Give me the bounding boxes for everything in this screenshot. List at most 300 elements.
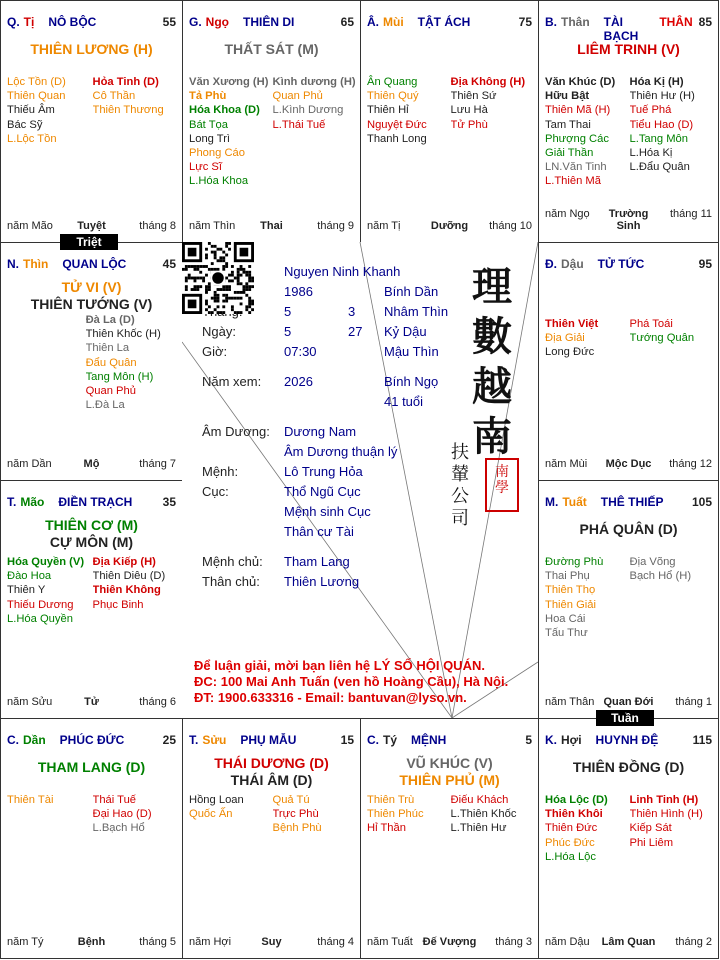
palace-footer xyxy=(545,458,712,470)
year-label: năm Mùi xyxy=(545,458,588,470)
star-item: Hồng Loan xyxy=(189,794,244,806)
star-item: Thiếu Dương xyxy=(7,598,74,611)
life-phase: Đế Vượng xyxy=(422,936,477,948)
star-item: Tử Phù xyxy=(450,118,488,131)
star-item: Phục Binh xyxy=(92,598,144,611)
year-label: năm Tị xyxy=(367,220,401,232)
star-item: L.Kình Dương xyxy=(272,104,344,117)
year-label: năm Tý xyxy=(7,936,44,948)
minor-stars xyxy=(545,75,714,189)
main-stars xyxy=(183,755,360,789)
info-value-lunar: 27 xyxy=(348,324,363,339)
palace-header xyxy=(545,257,712,271)
star-item: Cô Thần xyxy=(92,90,136,103)
star-column-right xyxy=(630,793,715,864)
birth-info-panel xyxy=(182,242,538,718)
star-column-left xyxy=(189,75,273,189)
star-item: Tang Môn (H) xyxy=(85,370,154,383)
main-star: THÁI DƯƠNG (D) xyxy=(214,755,329,771)
star-item: Thanh Long xyxy=(367,132,427,145)
star-item: Long Đức xyxy=(545,346,595,359)
palace-stem: Q. xyxy=(7,15,20,29)
palace-branch: Tý xyxy=(383,733,398,747)
palace-branch: Dần xyxy=(23,733,46,747)
star-item: L.Lộc Tồn xyxy=(7,132,57,145)
palace-ty[interactable] xyxy=(360,718,539,959)
star-item: Thiên Y xyxy=(7,584,46,597)
palace-name: PHÚC ĐỨC xyxy=(59,733,125,747)
star-item: L.Bạch Hổ xyxy=(92,822,145,835)
star-column-left xyxy=(545,555,630,640)
star-item: Văn Khúc (D) xyxy=(545,76,616,88)
month-label: tháng 12 xyxy=(669,458,713,470)
star-column-left xyxy=(367,793,451,836)
star-item: Thiên Thương xyxy=(92,104,164,117)
minor-stars xyxy=(189,75,356,189)
star-column-left xyxy=(545,793,630,864)
palace-footer xyxy=(545,936,712,948)
info-canchi: 41 tuổi xyxy=(384,394,424,409)
palace-header xyxy=(7,15,176,29)
calligraphy-char: 南 xyxy=(472,413,512,460)
info-value-lunar: 3 xyxy=(348,304,356,319)
star-item: Phúc Đức xyxy=(545,836,595,849)
palace-branch: Tuất xyxy=(562,495,587,509)
star-item: Thiên Tài xyxy=(7,794,54,806)
star-item: Thiên La xyxy=(85,342,130,355)
star-column-right xyxy=(93,793,179,836)
star-item: Đà La (D) xyxy=(85,314,135,326)
star-item: Thiên Đức xyxy=(545,822,598,835)
palace-name: TÀI BẠCH xyxy=(603,15,639,43)
contact-line: ĐT: 1900.633316 - Email: bantuvan@lyso.vn. xyxy=(194,690,467,705)
palace-age: 105 xyxy=(691,495,712,509)
star-column-right xyxy=(273,75,357,189)
star-column-right xyxy=(451,75,535,146)
calligraphy-char: 理 xyxy=(472,263,512,310)
contact-line: ĐC: 100 Mai Anh Tuấn (ven hồ Hoàng Cầu), Hà Nội. xyxy=(194,674,509,689)
star-item: Quan Phủ xyxy=(85,385,136,398)
info-value: Nguyen Ninh Khanh xyxy=(284,264,401,279)
palace-footer xyxy=(7,458,176,470)
star-item: Thai Phụ xyxy=(545,570,590,583)
star-item: Thiên Trù xyxy=(367,794,415,806)
star-column-left xyxy=(545,75,630,189)
star-item: Hóa Kị (H) xyxy=(629,76,684,88)
palace-name: NÔ BỘC xyxy=(48,15,97,29)
star-item: Thiên Khốc (H) xyxy=(85,328,161,341)
star-item: Quốc Ấn xyxy=(189,808,233,821)
minor-stars xyxy=(7,313,178,412)
month-label: tháng 4 xyxy=(317,936,354,948)
star-column-left xyxy=(7,555,93,626)
info-label: Mệnh chủ: xyxy=(202,554,263,569)
info-label: Ngày: xyxy=(202,324,236,339)
star-item: L.Hóa Quyền xyxy=(7,612,73,625)
minor-stars xyxy=(545,793,714,864)
palace-than[interactable] xyxy=(538,0,719,243)
star-item: Bác Sỹ xyxy=(7,118,43,131)
life-phase: Tử xyxy=(84,696,99,708)
star-item: Trực Phù xyxy=(272,808,319,821)
info-value: Thiên Lương xyxy=(284,574,360,589)
calligraphy-char: 輦 xyxy=(451,464,469,485)
info-label: Mệnh: xyxy=(202,464,239,479)
star-item: Thiên Giải xyxy=(545,598,596,611)
palace-header xyxy=(7,495,176,509)
star-item: Địa Không (H) xyxy=(450,76,526,88)
star-item: Thiên Phúc xyxy=(367,808,424,821)
info-label: Giờ: xyxy=(202,344,228,359)
star-item: Thiên Quan xyxy=(7,90,66,103)
palace-header xyxy=(189,15,354,29)
info-label: Năm xem: xyxy=(202,374,262,389)
star-item: Ân Quang xyxy=(367,76,418,88)
star-column-right xyxy=(86,313,178,412)
calligraphy-char: 數 xyxy=(472,313,512,360)
info-value: Lô Trung Hỏa xyxy=(284,464,363,479)
info-value: Thổ Ngũ Cục xyxy=(284,484,361,499)
year-label: năm Dần xyxy=(7,458,52,470)
red-stamp: 南 學 xyxy=(485,458,519,512)
star-item: Địa Giải xyxy=(545,332,585,345)
star-item: Tấu Thư xyxy=(545,627,588,640)
main-star: TỬ VI (V) xyxy=(61,279,122,295)
month-label: tháng 8 xyxy=(139,220,176,232)
palace-stem: G. xyxy=(189,15,202,29)
palace-age: 25 xyxy=(162,733,176,747)
info-value: 5 xyxy=(284,324,292,339)
star-item: Hữu Bật xyxy=(545,90,590,103)
info-value: Âm Dương thuận lý xyxy=(284,444,398,459)
star-item: Bát Tọa xyxy=(189,118,228,131)
main-stars xyxy=(539,521,718,538)
year-label: năm Ngọ xyxy=(545,208,590,220)
star-item: Linh Tinh (H) xyxy=(629,794,699,806)
palace-header xyxy=(189,733,354,747)
life-phase: Suy xyxy=(261,936,282,948)
palace-ngo[interactable] xyxy=(182,0,361,243)
life-phase: Mộ xyxy=(83,458,100,470)
info-canchi: Nhâm Thìn xyxy=(384,304,449,319)
star-item: L.Hóa Lộc xyxy=(545,850,596,863)
star-item: Lộc Tồn (D) xyxy=(7,76,66,88)
main-star: THIÊN TƯỚNG (V) xyxy=(30,296,153,312)
star-item: Thiên Không xyxy=(92,584,161,597)
palace-mui[interactable] xyxy=(360,0,539,243)
main-stars xyxy=(539,759,718,776)
palace-stem: C. xyxy=(367,733,379,747)
star-item: Thiên Sứ xyxy=(450,90,497,103)
star-item: L.Thái Tuế xyxy=(272,118,326,131)
info-value: Tham Lang xyxy=(284,554,350,569)
palace-branch: Tị xyxy=(23,15,35,29)
palace-dan[interactable] xyxy=(0,718,183,959)
palace-stem: K. xyxy=(545,733,557,747)
star-item: Thái Tuế xyxy=(92,794,137,806)
palace-header xyxy=(545,733,712,747)
palace-name: TỬ TỨC xyxy=(597,257,645,271)
life-phase: Lâm Quan xyxy=(601,936,656,948)
star-column-left xyxy=(367,75,451,146)
main-stars xyxy=(183,41,360,58)
palace-tuat[interactable] xyxy=(538,480,719,719)
star-column-right xyxy=(93,75,179,146)
info-label: Cục: xyxy=(202,484,229,499)
palace-stem: B. xyxy=(545,15,557,29)
palace-hoi[interactable] xyxy=(538,718,719,959)
palace-age: 5 xyxy=(525,733,532,747)
star-item: Thiên Hình (H) xyxy=(629,808,703,821)
star-item: Đẩu Quân xyxy=(85,356,137,369)
palace-age: 65 xyxy=(340,15,354,29)
month-label: tháng 3 xyxy=(495,936,532,948)
info-canchi: Bính Dần xyxy=(384,284,439,299)
year-label: năm Sửu xyxy=(7,696,53,708)
tuan-tag: Tuần xyxy=(596,710,654,726)
palace-dau[interactable] xyxy=(538,242,719,481)
star-item: Văn Xương (H) xyxy=(189,76,269,88)
palace-suu[interactable] xyxy=(182,718,361,959)
main-star: CỰ MÔN (M) xyxy=(49,534,134,550)
star-item: LN.Văn Tinh xyxy=(545,161,607,174)
palace-branch: Thân xyxy=(561,15,590,29)
star-column-right xyxy=(630,75,715,189)
star-column-right xyxy=(93,555,179,626)
main-star: THÁI ÂM (D) xyxy=(230,772,313,788)
star-item: L.Đà La xyxy=(85,399,125,412)
palace-footer xyxy=(7,936,176,948)
star-item: Tướng Quân xyxy=(629,332,695,345)
star-column-right xyxy=(451,793,535,836)
info-label: Âm Dương: xyxy=(202,424,270,439)
main-star: THIÊN PHỦ (M) xyxy=(399,772,500,788)
minor-stars xyxy=(7,793,178,836)
star-column-left xyxy=(545,317,630,360)
palace-footer xyxy=(545,696,712,708)
main-star: THIÊN CƠ (M) xyxy=(45,517,138,533)
star-item: Thiên Hỉ xyxy=(367,104,409,117)
star-item: Tuế Phá xyxy=(629,104,672,117)
palace-name: QUAN LỘC xyxy=(62,257,127,271)
info-value: Dương Nam xyxy=(284,424,357,439)
star-item: Quả Tú xyxy=(272,794,310,806)
main-star: PHÁ QUÂN (D) xyxy=(579,521,678,537)
star-item: Thiên Diêu (D) xyxy=(92,570,166,583)
palace-header xyxy=(7,733,176,747)
palace-age: 85 xyxy=(698,15,712,29)
star-item: Tả Phù xyxy=(189,90,227,103)
star-item: Thiên Hư (H) xyxy=(629,90,695,103)
star-item: L.Hóa Kị xyxy=(629,147,673,160)
star-item: Nguyệt Đức xyxy=(367,118,427,131)
calligraphy-char: 司 xyxy=(451,508,469,529)
star-item: Hóa Lộc (D) xyxy=(545,794,608,806)
year-label: năm Thân xyxy=(545,696,595,708)
month-label: tháng 6 xyxy=(139,696,176,708)
calligraphy-logo xyxy=(465,262,519,462)
star-item: Phá Toái xyxy=(629,318,673,330)
palace-mao[interactable] xyxy=(0,480,183,719)
life-phase: Tuyệt xyxy=(77,220,106,232)
info-canchi: Kỷ Dậu xyxy=(384,324,427,339)
calligraphy-char: 扶 xyxy=(451,442,469,463)
life-phase: Thai xyxy=(260,220,283,232)
star-item: Long Trì xyxy=(189,132,231,145)
palace-age: 55 xyxy=(162,15,176,29)
palace-stem: Â. xyxy=(367,15,379,29)
star-item: L.Thiên Mã xyxy=(545,175,601,188)
palace-header xyxy=(545,495,712,509)
star-item: Quan Phủ xyxy=(272,90,323,103)
star-item: Điếu Khách xyxy=(450,794,509,806)
star-column-left xyxy=(189,793,273,836)
palace-name: ĐIỀN TRẠCH xyxy=(58,495,133,509)
info-value: Mệnh sinh Cục xyxy=(284,504,371,519)
palace-branch: Sửu xyxy=(202,733,227,747)
life-phase: Quan Đới xyxy=(603,696,654,708)
palace-header xyxy=(367,733,532,747)
life-phase: Mộc Dục xyxy=(605,458,652,470)
star-item: Tam Thai xyxy=(545,118,591,131)
palace-branch: Mùi xyxy=(383,15,404,29)
palace-footer xyxy=(545,208,712,232)
palace-stem: T. xyxy=(189,733,199,747)
year-label: năm Mão xyxy=(7,220,53,232)
star-item: Giải Thần xyxy=(545,147,594,160)
star-column-left xyxy=(7,793,93,836)
year-label: năm Hợi xyxy=(189,936,232,948)
star-item: L.Đẩu Quân xyxy=(629,161,690,174)
main-star: THAM LANG (D) xyxy=(37,759,146,775)
star-item: Lực Sĩ xyxy=(189,161,222,174)
star-item: Đường Phù xyxy=(545,556,604,568)
minor-stars xyxy=(7,75,178,146)
star-item: Thiên Việt xyxy=(545,318,599,330)
star-item: Đại Hao (D) xyxy=(92,808,152,821)
star-item: Hoa Cái xyxy=(545,612,586,625)
month-label: tháng 9 xyxy=(317,220,354,232)
main-stars xyxy=(361,755,538,789)
minor-stars xyxy=(367,75,534,146)
palace-age: 45 xyxy=(162,257,176,271)
star-item: Đào Hoa xyxy=(7,570,52,583)
star-item: Thiếu Âm xyxy=(7,104,55,117)
palace-branch: Ngọ xyxy=(205,15,229,29)
palace-name: THIÊN DI xyxy=(243,15,295,29)
life-phase: Dưỡng xyxy=(430,220,469,232)
star-item: Bệnh Phù xyxy=(272,822,322,835)
palace-age: 35 xyxy=(162,495,176,509)
palace-name: THÊ THIẾP xyxy=(600,495,664,509)
main-stars xyxy=(1,517,182,551)
main-star: VŨ KHÚC (V) xyxy=(406,755,493,771)
palace-stem: N. xyxy=(7,257,19,271)
palace-name: HUYNH ĐỆ xyxy=(595,733,659,747)
info-value: 07:30 xyxy=(284,344,317,359)
minor-stars xyxy=(7,555,178,626)
main-star: THẤT SÁT (M) xyxy=(224,41,319,57)
month-label: tháng 11 xyxy=(670,208,713,220)
star-item: Tiểu Hao (D) xyxy=(629,118,694,131)
palace-age: 15 xyxy=(340,733,354,747)
minor-stars xyxy=(189,793,356,836)
palace-name: PHỤ MẪU xyxy=(240,733,297,747)
palace-age: 115 xyxy=(692,733,712,747)
star-item: Phi Liêm xyxy=(629,836,674,849)
star-item: Lưu Hà xyxy=(450,104,488,117)
main-stars xyxy=(1,41,182,58)
palace-branch: Thìn xyxy=(23,257,49,271)
palace-stem: C. xyxy=(7,733,19,747)
palace-header xyxy=(7,257,176,271)
info-value: 1986 xyxy=(284,284,313,299)
palace-header xyxy=(545,15,712,43)
star-item: Địa Kiếp (H) xyxy=(92,556,156,568)
contact-line: Để luận giải, mời bạn liên hệ LÝ SỐ HỘI QUÁN. xyxy=(194,658,485,673)
qr-code-icon[interactable] xyxy=(182,242,254,314)
star-item: Hóa Quyền (V) xyxy=(7,556,85,568)
year-label: năm Dậu xyxy=(545,936,590,948)
minor-stars xyxy=(545,555,714,640)
month-label: tháng 1 xyxy=(675,696,713,708)
star-column-right xyxy=(630,317,715,360)
main-stars xyxy=(1,279,182,313)
info-value: 2026 xyxy=(284,374,313,389)
main-stars xyxy=(539,41,718,58)
palace-footer xyxy=(7,220,176,232)
palace-stem: Đ. xyxy=(545,257,557,271)
palace-ti[interactable] xyxy=(0,0,183,243)
month-label: tháng 2 xyxy=(675,936,713,948)
star-item: Phượng Các xyxy=(545,132,609,145)
minor-stars xyxy=(367,793,534,836)
main-star: THIÊN ĐỒNG (D) xyxy=(572,759,685,775)
star-column-left xyxy=(7,75,93,146)
life-phase: Trường Sinh xyxy=(608,208,649,232)
main-star: THIÊN LƯƠNG (H) xyxy=(30,41,153,57)
than-marker: THÂN xyxy=(659,15,693,29)
palace-name: TẬT ÁCH xyxy=(417,15,471,29)
minor-stars xyxy=(545,317,714,360)
triet-tag: Triệt xyxy=(60,234,118,250)
calligraphy-char: 公 xyxy=(451,486,469,507)
info-canchi: Bính Ngọ xyxy=(384,374,439,389)
palace-footer xyxy=(7,696,176,708)
palace-age: 75 xyxy=(518,15,532,29)
star-item: Hỉ Thần xyxy=(367,822,406,835)
palace-thin[interactable] xyxy=(0,242,183,481)
palace-footer xyxy=(367,220,532,232)
star-column-right xyxy=(630,555,715,640)
palace-stem: M. xyxy=(545,495,559,509)
palace-branch: Dậu xyxy=(561,257,584,271)
star-item: L.Tang Môn xyxy=(629,132,688,145)
star-item: Thiên Thọ xyxy=(545,584,596,597)
info-value: 5 xyxy=(284,304,292,319)
palace-branch: Hợi xyxy=(561,733,582,747)
main-star: LIÊM TRINH (V) xyxy=(577,41,680,57)
calligraphy-small xyxy=(446,442,474,530)
month-label: tháng 7 xyxy=(139,458,176,470)
palace-branch: Mão xyxy=(20,495,45,509)
star-column-left xyxy=(7,313,86,412)
year-label: năm Thìn xyxy=(189,220,236,232)
star-item: L.Thiên Khốc xyxy=(450,808,517,821)
palace-header xyxy=(367,15,532,29)
star-item: Phong Cáo xyxy=(189,147,245,160)
star-item: Thiên Khôi xyxy=(545,808,603,821)
